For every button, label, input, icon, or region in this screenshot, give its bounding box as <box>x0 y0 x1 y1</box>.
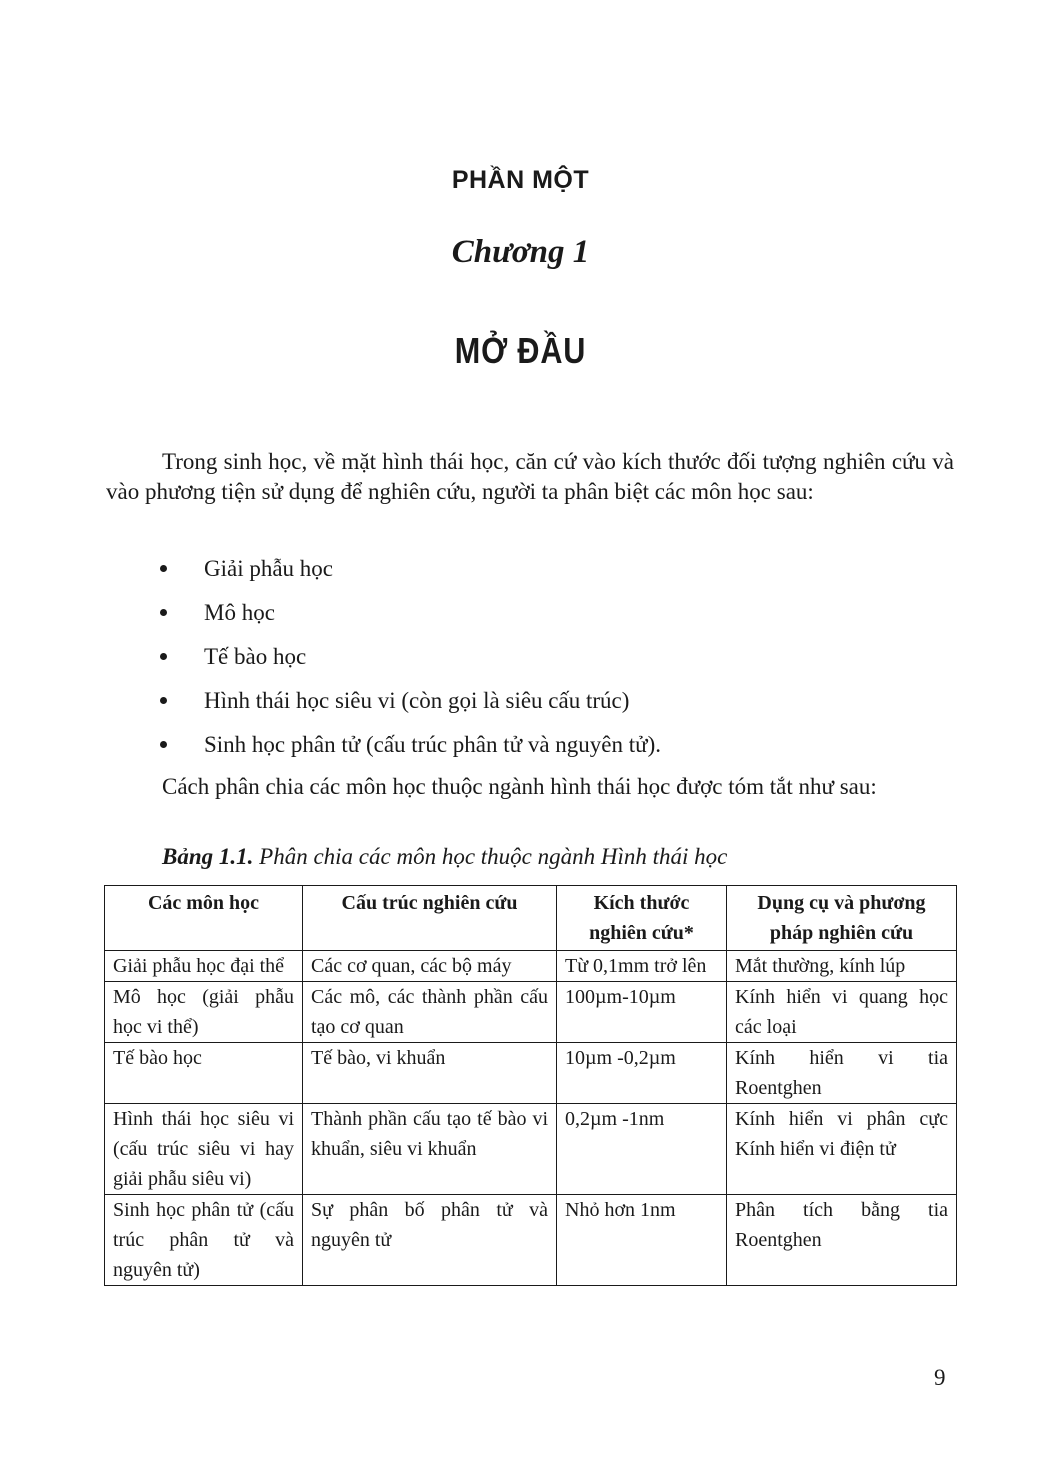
page-number: 9 <box>934 1365 946 1390</box>
bullet-icon <box>160 741 167 748</box>
cell-structure: Thành phần cấu tạo tế bào vi khuẩn, siêu vi khuẩn <box>303 1104 557 1195</box>
cell-subject: Mô học (giải phẫu học vi thể) <box>105 982 303 1043</box>
cell-method: Kính hiển vi quang học các loại <box>727 982 957 1043</box>
cell-structure: Tế bào, vi khuẩn <box>303 1043 557 1104</box>
list-item-text: Hình thái học siêu vi (còn gọi là siêu cấu trúc) <box>204 688 630 713</box>
cell-subject: Giải phẫu học đại thể <box>105 951 303 982</box>
bullet-icon <box>160 697 167 704</box>
column-header-structure: Cấu trúc nghiên cứu <box>303 886 557 951</box>
table-header-row <box>105 886 957 951</box>
list-item-text: Sinh học phân tử (cấu trúc phân tử và nguyên tử). <box>204 732 662 757</box>
cell-size: Nhỏ hơn 1nm <box>557 1195 727 1286</box>
list-item-text: Tế bào học <box>204 644 307 669</box>
column-header-subject: Các môn học <box>105 886 303 951</box>
table-row <box>105 1195 957 1286</box>
cell-subject: Sinh học phân tử (cấu trúc phân tử và nguyên tử) <box>105 1195 303 1286</box>
morphology-table <box>104 885 957 1286</box>
cell-size: Từ 0,1mm trở lên <box>557 951 727 982</box>
list-item-text: Giải phẫu học <box>204 556 334 581</box>
column-header-size: Kích thước nghiên cứu* <box>557 886 727 951</box>
cell-structure: Sự phân bố phân tử và nguyên tử <box>303 1195 557 1286</box>
summary-paragraph: Cách phân chia các môn học thuộc ngành hình thái học được tóm tắt như sau: <box>162 774 877 799</box>
list-item <box>160 686 661 730</box>
cell-size: 0,2µm -1nm <box>557 1104 727 1195</box>
table-row <box>105 951 957 982</box>
table-caption-text: Phân chia các môn học thuộc ngành Hình thái học <box>259 844 728 869</box>
table-row <box>105 1043 957 1104</box>
cell-structure: Các mô, các thành phần cấu tạo cơ quan <box>303 982 557 1043</box>
chapter-title: Chương 1 <box>451 234 590 270</box>
list-item <box>160 642 661 686</box>
list-item-text: Mô học <box>204 600 275 625</box>
bullet-icon <box>160 653 167 660</box>
cell-subject: Tế bào học <box>105 1043 303 1104</box>
table-row <box>105 1104 957 1195</box>
cell-method: Kính hiển vi tia Roentghen <box>727 1043 957 1104</box>
bullet-icon <box>160 609 167 616</box>
subject-list <box>160 554 661 774</box>
cell-method: Mắt thường, kính lúp <box>727 951 957 982</box>
cell-size: 100µm-10µm <box>557 982 727 1043</box>
list-item <box>160 598 661 642</box>
table-caption <box>162 844 727 870</box>
table-caption-label: Bảng 1.1. <box>162 844 254 869</box>
intro-paragraph: Trong sinh học, về mặt hình thái học, căn cứ vào kích thước đối tượng nghiên cứu và vào phương tiện sử dụng để nghiên cứu, người ta phân biệt các môn học sau: <box>106 449 954 504</box>
cell-subject: Hình thái học siêu vi (cấu trúc siêu vi hay giải phẫu siêu vi) <box>105 1104 303 1195</box>
cell-size: 10µm -0,2µm <box>557 1043 727 1104</box>
part-title: PHẦN MỘT <box>451 166 590 194</box>
cell-method: Phân tích bằng tia Roentghen <box>727 1195 957 1286</box>
cell-structure: Các cơ quan, các bộ máy <box>303 951 557 982</box>
cell-method: Kính hiển vi phân cực Kính hiển vi điện tử <box>727 1104 957 1195</box>
table-row <box>105 982 957 1043</box>
bullet-icon <box>160 565 167 572</box>
list-item <box>160 554 661 598</box>
section-heading: MỞ ĐẦU <box>454 330 587 371</box>
list-item <box>160 730 661 774</box>
column-header-method: Dụng cụ và phương pháp nghiên cứu <box>727 886 957 951</box>
